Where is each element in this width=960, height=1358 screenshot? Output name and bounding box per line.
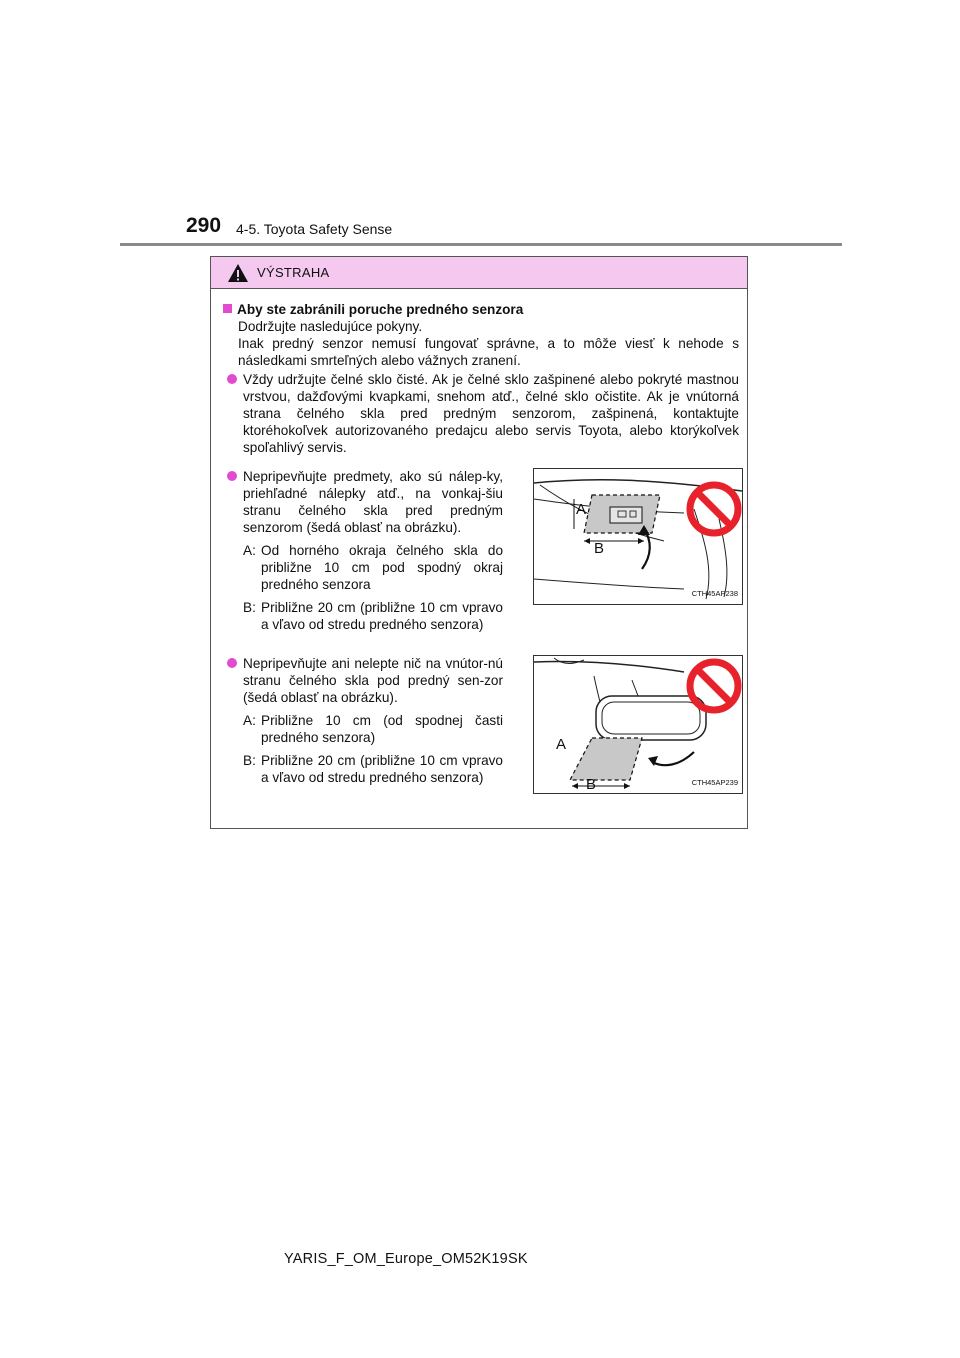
- figure-code: CTH45AP238: [691, 589, 738, 598]
- definition-b: [223, 599, 503, 633]
- definition-a: [223, 712, 503, 746]
- bullet-interior-text-column: [223, 655, 503, 786]
- bullet-interior: [223, 655, 503, 706]
- definition-b-text: Približne 20 cm (približne 10 cm vpravo a vľavo od stredu predného senzora): [261, 753, 503, 785]
- warning-box: [210, 256, 748, 829]
- bullet-dot-icon: [227, 471, 237, 481]
- prohibition-icon: [690, 485, 738, 533]
- windshield-interior-illustration: [534, 656, 742, 793]
- bullet-interior-text: Nepripevňujte ani nelepte nič na vnútor-nú stranu čelného skla pod predný sen-zor (šedá oblasť na obrázku).: [243, 656, 503, 705]
- definition-a-text: Od horného okraja čelného skla do približne 10 cm pod spodný okraj predného senzora: [261, 543, 503, 592]
- figure-interior-sensor: [533, 655, 743, 794]
- figure-exterior-sensor: [533, 468, 743, 605]
- figure-label-b: B: [594, 540, 605, 557]
- bullet-exterior-text: Nepripevňujte predmety, ako sú nálep-ky, priehľadné nálepky atď., na vonkaj-šiu stranu čelného skla pred predným senzorom (šedá oblasť na obrázku).: [243, 469, 503, 535]
- bullet-exterior: [223, 468, 503, 536]
- bullet-dot-icon: [227, 658, 237, 668]
- definition-b-key: B:: [243, 753, 256, 768]
- warning-intro: [238, 318, 739, 369]
- definition-b-text: Približne 20 cm (približne 10 cm vpravo a vľavo od stredu predného senzora): [261, 600, 503, 632]
- definition-a-key: A:: [243, 543, 256, 558]
- definition-a: [223, 542, 503, 593]
- figure-code: CTH45AP239: [691, 778, 738, 787]
- warning-triangle-icon: [227, 263, 249, 283]
- header-divider: [120, 243, 842, 246]
- bullet-exterior-text-column: [223, 468, 503, 633]
- warning-content: [223, 301, 739, 793]
- document-id: YARIS_F_OM_Europe_OM52K19SK: [284, 1251, 528, 1267]
- bullet-exterior-row: [223, 468, 739, 640]
- page-number: 290: [186, 214, 222, 237]
- intro-line-1: Dodržujte nasledujúce pokyny.: [238, 319, 423, 334]
- square-bullet-icon: [223, 304, 232, 313]
- figure-label-a: A: [576, 501, 587, 518]
- definition-a-text: Približne 10 cm (od spodnej časti predného senzora): [261, 713, 503, 745]
- windshield-exterior-illustration: [534, 469, 742, 604]
- bullet-keep-clean-text: Vždy udržujte čelné sklo čisté. Ak je čelné sklo zašpinené alebo pokryté mastnou vrstvou, dažďovými kvapkami, snehom atď., čelné sklo očistite. Ak je vnútorná strana čelného skla pred predným senzorom, zašpinená, kontaktujte ktoréhokoľvek autorizovaného predajcu alebo servis Toyota, alebo ktorýkoľvek spoľahlivý servis.: [243, 372, 739, 455]
- definition-b: [223, 752, 503, 786]
- figure-label-a: A: [556, 736, 567, 753]
- prohibition-icon: [690, 662, 738, 710]
- bullet-interior-row: [223, 655, 739, 815]
- warning-label: VÝSTRAHA: [257, 265, 330, 280]
- warning-header: [211, 257, 747, 289]
- definition-a-key: A:: [243, 713, 256, 728]
- bullet-dot-icon: [227, 374, 237, 384]
- bullet-keep-clean: [223, 371, 739, 456]
- definition-b-key: B:: [243, 600, 256, 615]
- figure-label-b: B: [586, 776, 597, 793]
- section-title: 4-5. Toyota Safety Sense: [236, 221, 393, 237]
- warning-heading-text: Aby ste zabránili poruche predného senzora: [237, 302, 524, 317]
- intro-line-2: Inak predný senzor nemusí fungovať správne, a to môže viesť k nehode s následkami smrteľných alebo vážnych zranení.: [238, 336, 739, 368]
- warning-heading: [223, 301, 739, 318]
